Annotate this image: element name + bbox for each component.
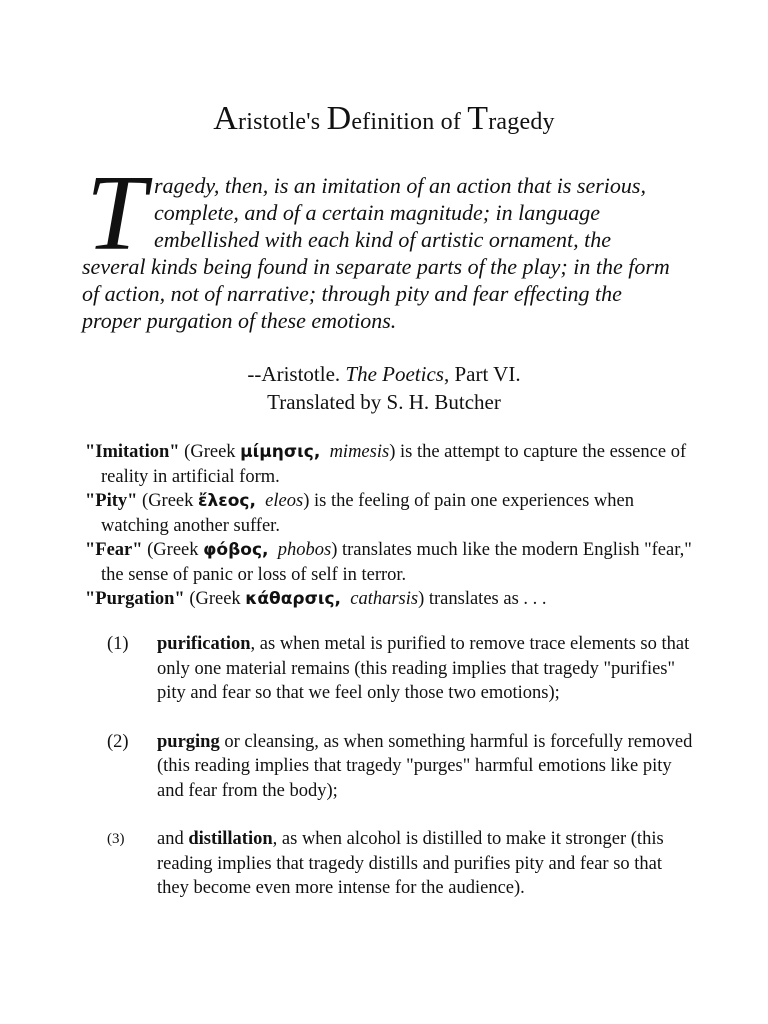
title-part-1: ristotle's (238, 109, 327, 135)
reading-description: or cleansing, as when something harmful is forcefully removed (this reading implies that tragedy "purges" harmful emotions like pity and fear from the body); (157, 731, 693, 801)
reading-description: , as when alcohol is distilled to make it stronger (this reading implies that tragedy distills and purifies pity and fear so that they become even more intense for the audience). (157, 829, 664, 898)
definition-greek: φόβος, (203, 540, 269, 560)
definition-term: "Fear" (85, 540, 143, 560)
reading-number: (2) (107, 731, 129, 752)
aristotle-quote (82, 172, 702, 334)
reading-text (157, 827, 697, 901)
definition-term: "Purgation" (85, 589, 185, 609)
reading-keyword: purification (157, 634, 251, 654)
attribution-prefix: --Aristotle. (247, 362, 346, 386)
reading-number: (3) (107, 831, 125, 847)
quote-line-5: of action, not of narrative; through pity and fear effecting the (82, 281, 622, 306)
definition-text: ) translates as . . . (418, 589, 547, 609)
definition-text: ) translates much like the modern English "fear," the sense of panic or loss of self in terror. (101, 540, 692, 585)
definition-imitation (85, 440, 705, 489)
definition-translit: eleos (265, 491, 304, 511)
reading-text (157, 730, 697, 804)
reading-lead: and (157, 829, 189, 849)
definition-greek: κάθαρσις, (245, 589, 341, 609)
quote-line-1: ragedy, then, is an imitation of an action that is serious, (154, 173, 646, 198)
definition-pre: (Greek (142, 540, 204, 560)
quote-line-2: complete, and of a certain magnitude; in language (154, 200, 601, 225)
reading-keyword: distillation (188, 829, 273, 849)
reading-distillation (107, 827, 697, 901)
definition-translit: mimesis (329, 442, 390, 462)
definition-greek: μίμησις, (240, 442, 321, 462)
page-title (0, 100, 768, 138)
attribution-suffix: , Part VI. (443, 362, 521, 386)
definition-greek: ἔλεος, (198, 491, 256, 511)
quote-line-6: proper purgation of these emotions. (82, 308, 397, 333)
purgation-readings-list (107, 632, 697, 925)
reading-purging (107, 730, 697, 804)
definition-pre: (Greek (179, 442, 241, 462)
definition-translit: phobos (277, 540, 332, 560)
reading-purification (107, 632, 697, 706)
definition-fear (85, 538, 705, 587)
definition-pre: (Greek (184, 589, 246, 609)
definition-translit: catharsis (350, 589, 419, 609)
attribution-source (0, 360, 768, 388)
definition-purgation (85, 587, 705, 612)
reading-number: (1) (107, 634, 129, 654)
attribution-translator: Translated by S. H. Butcher (267, 390, 501, 414)
definition-pity (85, 489, 705, 538)
title-part-2: efinition of (351, 109, 468, 135)
reading-keyword: purging (157, 731, 220, 752)
definitions-list (85, 440, 705, 612)
attribution (0, 360, 768, 416)
attribution-work-title: The Poetics (345, 362, 444, 386)
title-cap-d: D (326, 100, 352, 137)
quote-line-3: embellished with each kind of artistic ornament, the (154, 227, 612, 252)
definition-pre: (Greek (137, 491, 199, 511)
reading-description: , as when metal is purified to remove trace elements so that only one material remains (this reading implies that tragedy "purifies" pity and fear so that we feel only those two emotions); (157, 634, 690, 703)
definition-text: ) is the feeling of pain one experiences when watching another suffer. (101, 491, 635, 536)
title-part-3: ragedy (488, 109, 555, 135)
definition-term: "Imitation" (85, 442, 180, 462)
definition-term: "Pity" (85, 491, 138, 511)
drop-cap: T (86, 154, 147, 273)
title-cap-t: T (467, 100, 489, 137)
quote-line-4: several kinds being found in separate parts of the play; in the form (82, 254, 670, 279)
definition-text: ) is the attempt to capture the essence of reality in artificial form. (101, 442, 687, 487)
reading-text (157, 632, 697, 706)
title-cap-a: A (213, 100, 239, 137)
